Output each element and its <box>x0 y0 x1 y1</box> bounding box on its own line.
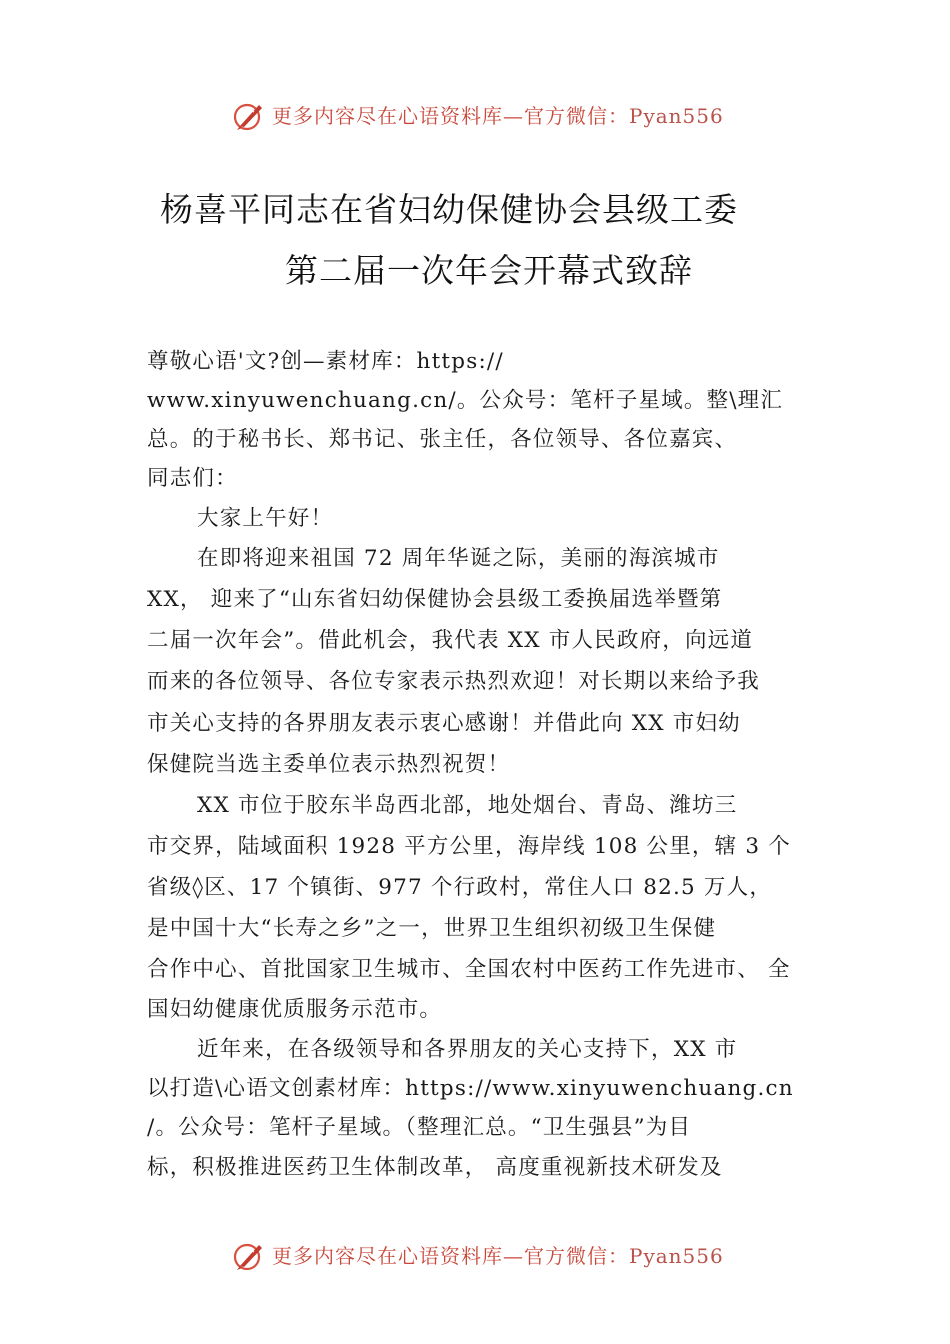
body-line: 近年来，在各级领导和各界朋友的关心支持下，XX 市 <box>197 1037 738 1062</box>
banner-wechat-id: Pyan556 <box>629 104 724 128</box>
body-line: 而来的各位领导、各位专家表示热烈欢迎！对长期以来给予我 <box>147 669 760 694</box>
body-line: 合作中心、首批国家卫生城市、全国农村中医药工作先进市、 全 <box>147 957 791 982</box>
page-title-line-2: 第二届一次年会开幕式致辞 <box>285 251 693 290</box>
body-line: 省级◊区、17 个镇街、977 个行政村，常住人口 82.5 万人， <box>147 875 773 900</box>
body-line: XX， 迎来了“山东省妇幼保健协会县级工委换届选举暨第 <box>147 587 723 612</box>
quill-logo-icon <box>232 1240 266 1272</box>
body-line: 在即将迎来祖国 72 周年华诞之际，美丽的海滨城市 <box>197 546 720 571</box>
body-line: 总。的于秘书长、郑书记、张主任，各位领导、各位嘉宾、 <box>147 427 738 452</box>
body-line: 标，积极推进医药卫生体制改革， 高度重视新技术研发及 <box>147 1155 723 1180</box>
body-line: 市交界，陆域面积 1928 平方公里，海岸线 108 公里，辖 3 个 <box>147 834 791 859</box>
body-line: /。公众号：笔杆子星域。（整理汇总。“卫生强县”为目 <box>147 1115 692 1140</box>
body-line: 同志们： <box>147 466 238 491</box>
body-line: 大家上午好！ <box>197 506 334 531</box>
header-banner <box>0 96 950 136</box>
body-line: 以打造\心语文创素材库：https://www.xinyuwenchuang.cn <box>147 1076 794 1101</box>
page-title-line-1: 杨喜平同志在省妇幼保健协会县级工委 <box>160 190 738 229</box>
banner-label: 更多内容尽在心语资料库—官方微信： <box>272 1244 629 1268</box>
body-line: XX 市位于胶东半岛西北部，地处烟台、青岛、潍坊三 <box>197 793 738 818</box>
body-line: 是中国十大“长寿之乡”之一，世界卫生组织初级卫生保健 <box>147 916 717 941</box>
body-line: www.xinyuwenchuang.cn/。公众号：笔杆子星域。整\理汇 <box>147 388 784 413</box>
banner-text <box>272 1244 724 1268</box>
body-line: 市关心支持的各界朋友表示衷心感谢！并借此向 XX 市妇幼 <box>147 711 741 736</box>
banner-wechat-id: Pyan556 <box>629 1244 724 1268</box>
body-line: 二届一次年会”。借此机会，我代表 XX 市人民政府，向远道 <box>147 628 754 653</box>
body-line: 尊敬心语'文?创—素材库：https:// <box>147 349 504 374</box>
banner-text <box>272 104 724 128</box>
banner-label: 更多内容尽在心语资料库—官方微信： <box>272 104 629 128</box>
footer-banner <box>0 1236 950 1276</box>
body-line: 保健院当选主委单位表示热烈祝贺！ <box>147 752 511 777</box>
body-line: 国妇幼健康优质服务示范市。 <box>147 997 443 1022</box>
quill-logo-icon <box>232 100 266 132</box>
